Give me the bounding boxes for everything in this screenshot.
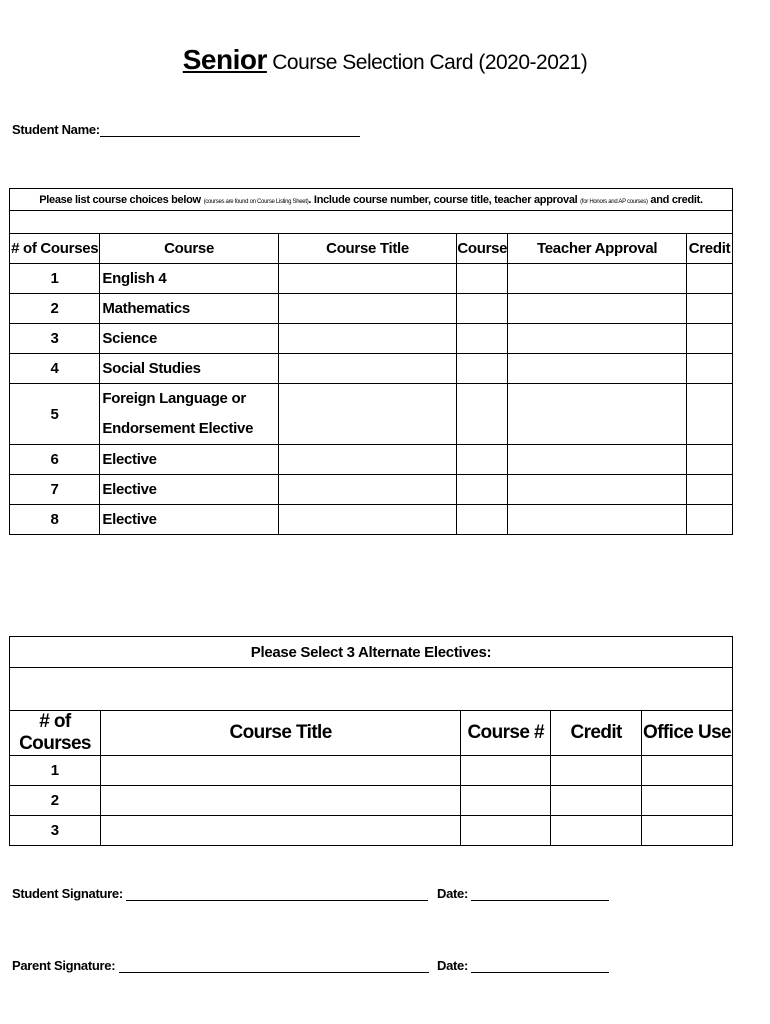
credit-cell[interactable] (687, 475, 733, 505)
credit-cell[interactable] (687, 324, 733, 354)
parent-date-field[interactable] (437, 958, 609, 973)
instruction-row (10, 189, 733, 211)
header-course-number: Course (457, 234, 508, 264)
student-name-field[interactable] (12, 122, 360, 137)
teacher-approval-cell[interactable] (508, 475, 687, 505)
alternate-title-row (10, 637, 733, 668)
office-use-cell[interactable] (642, 756, 733, 786)
course-name: Science (100, 324, 278, 354)
credit-cell[interactable] (687, 384, 733, 445)
office-use-cell[interactable] (642, 816, 733, 846)
teacher-approval-cell[interactable] (508, 264, 687, 294)
blank-row (10, 668, 733, 711)
credit-cell[interactable] (551, 756, 642, 786)
row-number: 7 (10, 475, 100, 505)
course-selection-table (9, 188, 733, 535)
header-row (10, 234, 733, 264)
student-date-label: Date: (437, 886, 469, 901)
title-rest: Course Selection Card (2020-2021) (266, 51, 588, 74)
course-title-cell[interactable] (278, 354, 457, 384)
credit-cell[interactable] (687, 264, 733, 294)
header-course-number: Course # (461, 711, 551, 756)
course-title-cell[interactable] (278, 294, 457, 324)
course-name: Elective (100, 475, 278, 505)
header-num-courses: # of Courses (10, 711, 101, 756)
student-name-line[interactable] (100, 122, 360, 137)
parent-signature-field[interactable] (12, 958, 429, 973)
instruction-text: Please list course choices below (courses are found on Course Listing Sheet). Include course number, course title, teacher approval (for Honors and AP courses) and credit. (10, 189, 733, 211)
student-signature-line[interactable] (126, 886, 428, 901)
course-name: Foreign Language or Endorsement Elective (100, 384, 278, 445)
course-number-cell[interactable] (457, 445, 508, 475)
header-row (10, 711, 733, 756)
course-number-cell[interactable] (457, 354, 508, 384)
course-title-cell[interactable] (278, 324, 457, 354)
course-name: Social Studies (100, 354, 278, 384)
credit-cell[interactable] (551, 816, 642, 846)
row-number: 3 (10, 816, 101, 846)
header-teacher-approval: Teacher Approval (508, 234, 687, 264)
course-name: English 4 (100, 264, 278, 294)
credit-cell[interactable] (687, 354, 733, 384)
header-course-title: Course Title (100, 711, 460, 756)
row-number: 5 (10, 384, 100, 445)
teacher-approval-cell[interactable] (508, 445, 687, 475)
row-number: 2 (10, 786, 101, 816)
course-number-cell[interactable] (461, 756, 551, 786)
teacher-approval-cell[interactable] (508, 294, 687, 324)
row-number: 4 (10, 354, 100, 384)
row-number: 2 (10, 294, 100, 324)
course-number-cell[interactable] (457, 475, 508, 505)
parent-signature-line[interactable] (119, 958, 429, 973)
table-row (10, 475, 733, 505)
header-credit: Credit (687, 234, 733, 264)
credit-cell[interactable] (551, 786, 642, 816)
course-number-cell[interactable] (457, 264, 508, 294)
student-signature-field[interactable] (12, 886, 428, 901)
student-signature-label: Student Signature: (12, 886, 123, 901)
course-number-cell[interactable] (461, 786, 551, 816)
table-row (10, 264, 733, 294)
student-date-field[interactable] (437, 886, 609, 901)
table-row (10, 384, 733, 445)
course-number-cell[interactable] (457, 294, 508, 324)
course-name: Elective (100, 505, 278, 535)
table-row (10, 816, 733, 846)
course-number-cell[interactable] (457, 505, 508, 535)
alternate-electives-table (9, 636, 733, 846)
office-use-cell[interactable] (642, 786, 733, 816)
title-bold: Senior (182, 44, 267, 75)
header-credit: Credit (551, 711, 642, 756)
course-name: Elective (100, 445, 278, 475)
course-number-cell[interactable] (457, 324, 508, 354)
course-title-cell[interactable] (100, 816, 460, 846)
course-title-cell[interactable] (100, 756, 460, 786)
course-title-cell[interactable] (278, 384, 457, 445)
teacher-approval-cell[interactable] (508, 354, 687, 384)
table-row (10, 445, 733, 475)
parent-date-label: Date: (437, 958, 469, 973)
course-number-cell[interactable] (457, 384, 508, 445)
table-row (10, 294, 733, 324)
header-course: Course (100, 234, 278, 264)
credit-cell[interactable] (687, 294, 733, 324)
table-row (10, 354, 733, 384)
header-num-courses: # of Courses (10, 234, 100, 264)
table-row (10, 756, 733, 786)
row-number: 3 (10, 324, 100, 354)
row-number: 1 (10, 264, 100, 294)
student-date-line[interactable] (471, 886, 609, 901)
row-number: 6 (10, 445, 100, 475)
course-number-cell[interactable] (461, 816, 551, 846)
teacher-approval-cell[interactable] (508, 324, 687, 354)
course-name: Mathematics (100, 294, 278, 324)
table-row (10, 324, 733, 354)
parent-signature-label: Parent Signature: (12, 958, 116, 973)
alternate-title: Please Select 3 Alternate Electives: (10, 637, 733, 668)
blank-row (10, 211, 733, 234)
student-name-label: Student Name: (12, 122, 100, 137)
course-title-cell[interactable] (100, 786, 460, 816)
course-title-cell[interactable] (278, 505, 457, 535)
course-title-cell[interactable] (278, 445, 457, 475)
credit-cell[interactable] (687, 505, 733, 535)
header-course-title: Course Title (278, 234, 457, 264)
header-office-use: Office Use (642, 711, 733, 756)
table-row (10, 786, 733, 816)
teacher-approval-cell[interactable] (508, 505, 687, 535)
course-title-cell[interactable] (278, 475, 457, 505)
row-number: 8 (10, 505, 100, 535)
parent-date-line[interactable] (471, 958, 609, 973)
credit-cell[interactable] (687, 445, 733, 475)
course-title-cell[interactable] (278, 264, 457, 294)
row-number: 1 (10, 756, 101, 786)
page-title (0, 44, 770, 76)
table-row (10, 505, 733, 535)
teacher-approval-cell[interactable] (508, 384, 687, 445)
